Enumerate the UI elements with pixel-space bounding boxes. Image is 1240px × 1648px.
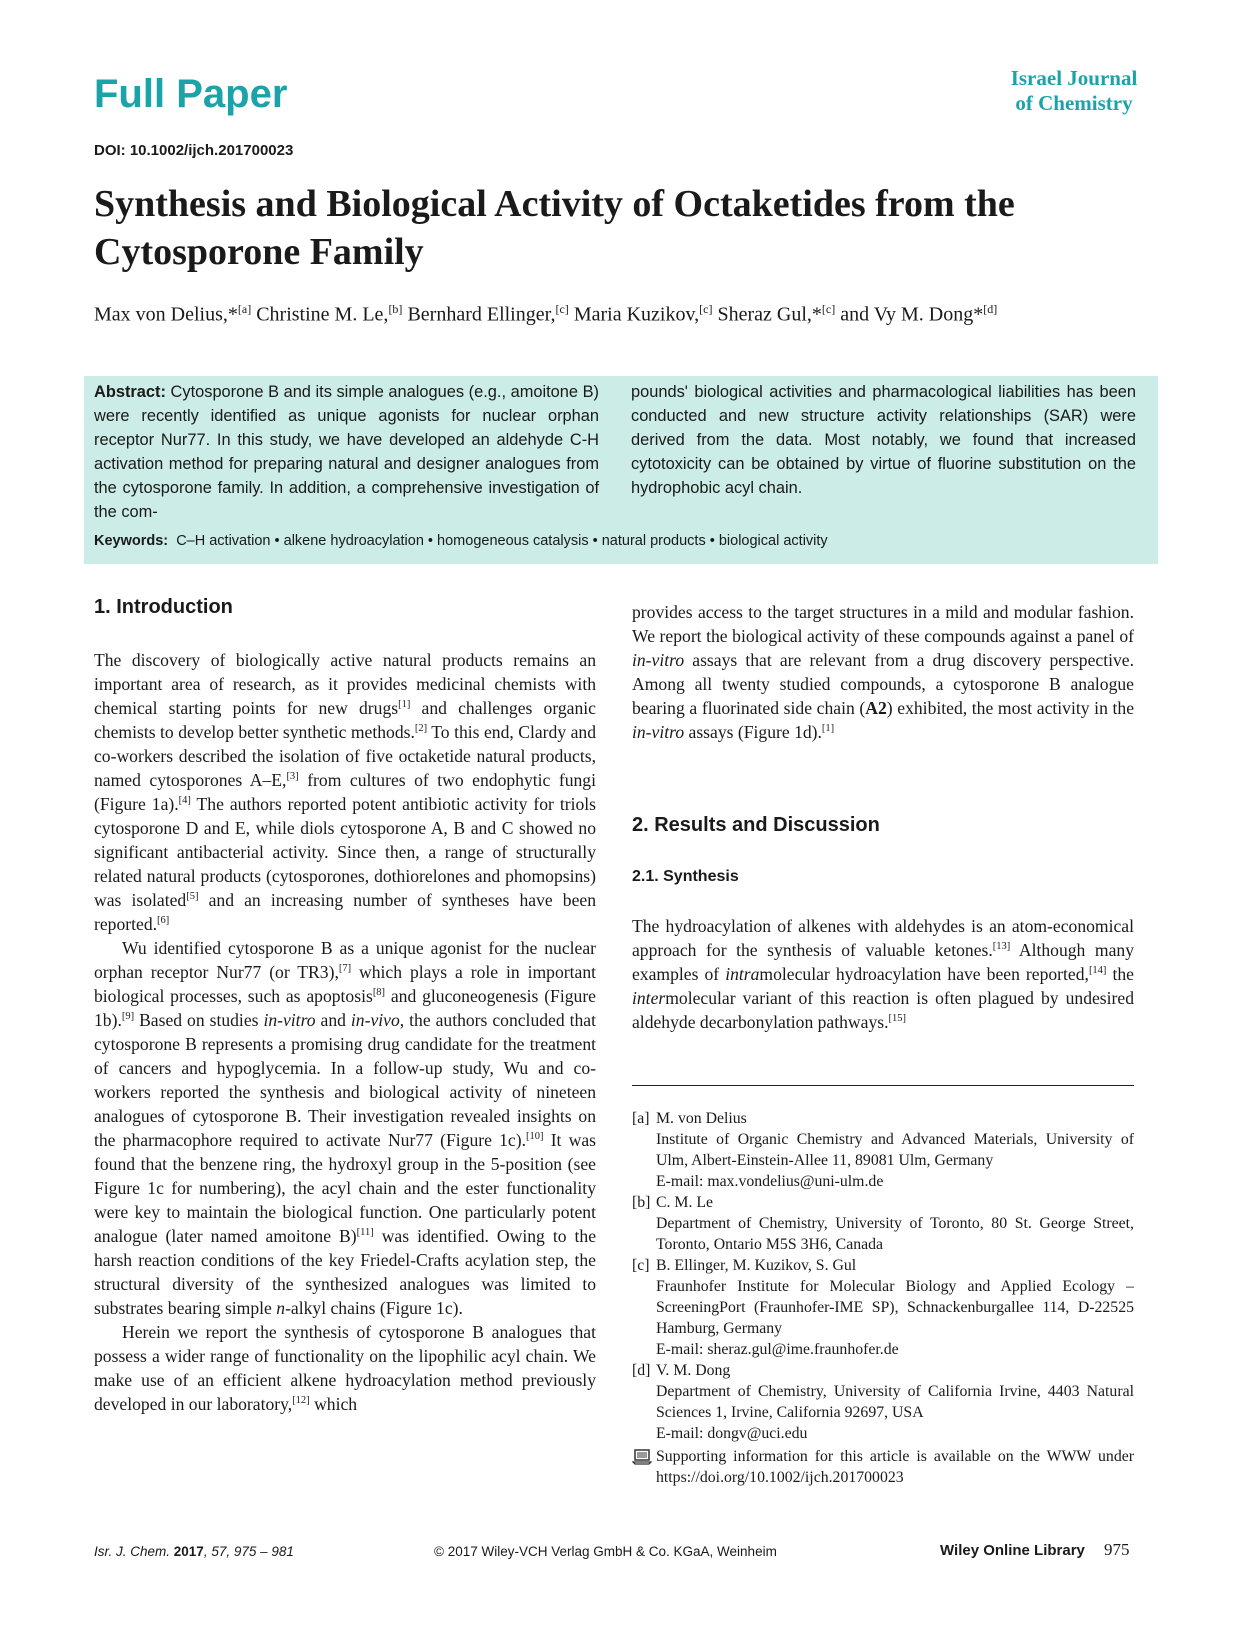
text-run: which plays a role in important biological processes, such as apoptosis [94, 962, 597, 1006]
citation-ref[interactable]: [15] [888, 1013, 906, 1025]
author-separator: and [835, 303, 874, 326]
intro-heading: 1. Introduction [94, 596, 233, 618]
synthesis-text [632, 914, 1134, 1034]
affiliation-block [632, 1255, 1134, 1360]
compound-label: A2 [865, 698, 887, 718]
keywords [94, 533, 828, 549]
text-run: and [315, 1010, 351, 1030]
affiliation-header [632, 1255, 1134, 1276]
title-line2: Cytosporone Family [94, 231, 424, 273]
author-affiliation-mark[interactable]: [c] [699, 302, 713, 316]
citation-ref[interactable]: [11] [356, 1227, 374, 1239]
text-run: and an increasing number of syntheses have been reported. [94, 890, 597, 934]
text-run: It was found that the benzene ring, the hydroxyl group in the 5-position (see Figure 1c for numbering), the acyl chain and the ester functionality were key to maintain the biological function. One particularly potent analogue (later named amoitone B) [94, 1130, 597, 1246]
footnote-divider [632, 1085, 1134, 1086]
text-run: The authors reported potent antibiotic activity for triols cytosporone D and E, while diols cytosporone A, B and C showed no significant antibacterial activity. Since then, a range of structurally related natural products (cytosporones, dothiorelones and phomopsins) was isolated [94, 794, 596, 910]
affiliation-block [632, 1108, 1134, 1192]
citation-ref[interactable]: [14] [1088, 965, 1107, 977]
affiliation-authors: C. M. Le [656, 1194, 714, 1211]
citation-ref[interactable]: [1] [398, 699, 411, 711]
author-affiliation-mark[interactable]: [a] [237, 302, 252, 316]
text-run: from cultures of two endophytic fungi (Figure 1a). [94, 770, 596, 814]
keyword: homogeneous catalysis [437, 533, 589, 549]
citation-ref[interactable]: [3] [286, 771, 299, 783]
citation-ref[interactable]: [7] [338, 963, 352, 975]
abstract-label: Abstract: [94, 383, 166, 401]
italic-text: intra [725, 964, 760, 984]
keyword-separator: • [270, 533, 284, 549]
italic-text: in-vitro [632, 722, 685, 742]
abstract-text-1: Cytosporone B and its simple analogues (e.g., amoitone B) were recently identified as unique agonists for nuclear orphan receptor Nur77. In this study, we have developed an aldehyde C-H activation method for preparing natural and designer analogues from the cytosporone family. In addition, a comprehensive investigation of the com- [94, 383, 599, 521]
citation-ref[interactable]: [5] [186, 891, 199, 903]
author-affiliation-mark[interactable]: [b] [388, 302, 403, 316]
text-run: provides access to the target structures in a mild and modular fashion. We report the biological activity of these compounds against a panel of [632, 602, 1134, 646]
citation-volume-pages: , 57, 975 – 981 [203, 1544, 294, 1559]
author-name: Christine M. Le, [256, 303, 389, 326]
citation-ref[interactable]: [2] [414, 723, 428, 735]
citation-ref[interactable]: [4] [178, 795, 191, 807]
affiliation-email[interactable]: E-mail: sheraz.gul@ime.fraunhofer.de [656, 1341, 899, 1358]
abstract-column-1 [94, 380, 599, 524]
italic-text: inter [632, 988, 666, 1008]
page-title [94, 180, 1144, 276]
text-run: The hydroacylation of alkenes with aldehydes is an atom-economical approach for the synthesis of valuable ketones. [632, 916, 1134, 960]
citation-ref[interactable]: [12] [292, 1395, 310, 1407]
text-run: which [309, 1394, 358, 1414]
affiliation-address: Department of Chemistry, University of Toronto, 80 St. George Street, Toronto, Ontario M5S 3H6, Canada [656, 1215, 1134, 1253]
author-name: Maria Kuzikov, [573, 303, 700, 326]
author-name: Vy M. Dong* [873, 303, 984, 326]
affiliation-header [632, 1192, 1134, 1213]
italic-text: in-vivo [350, 1010, 400, 1030]
keyword-separator: • [423, 533, 438, 549]
keyword-separator: • [705, 533, 719, 549]
abstract-text-2: pounds' biological activities and pharmacological liabilities has been conducted and new structure activity relationships (SAR) were derived from the data. Most notably, we found that increased cytotoxicity can be obtained by virtue of fluorine substitution on the hydrophobic acyl chain. [631, 383, 1136, 497]
affiliation-header [632, 1360, 1134, 1381]
affiliation-tag: [a] [632, 1110, 650, 1127]
journal-logo[interactable] [994, 66, 1154, 116]
text-run: Wu identified cytosporone B as a unique agonist for the nuclear orphan receptor Nur77 (or TR3), [94, 938, 596, 982]
author-name: Sheraz Gul,* [717, 303, 822, 326]
author-affiliation-mark[interactable]: [c] [555, 302, 569, 316]
text-run: ) exhibited, the most activity in the [886, 698, 1135, 718]
abstract-column-2 [631, 380, 1136, 500]
citation-ref[interactable]: [9] [121, 1011, 135, 1023]
page-number: 975 [1104, 1540, 1130, 1559]
journal-name-line1: Israel Journal [1010, 66, 1138, 90]
author-list [94, 296, 1154, 328]
synthesis-subheading: 2.1. Synthesis [632, 868, 739, 885]
synthesis-paragraph-1 [632, 914, 1134, 1034]
citation [94, 1544, 294, 1559]
affiliation-address: Fraunhofer Institute for Molecular Biology and Applied Ecology – ScreeningPort (Fraunhofer-IME SP), Schnackenburgallee 114, D-22525 Hamburg, Germany [656, 1278, 1134, 1337]
affiliation-tag: [c] [632, 1257, 650, 1274]
text-run: molecular variant of this reaction is often plagued by undesired aldehyde decarbonylation pathways. [632, 988, 1134, 1032]
italic-text: n [276, 1298, 286, 1318]
text-run: , the authors concluded that cytosporone B represents a promising drug candidate for the treatment of cancers and hypoglycemia. In a follow-up study, Wu and co-workers reported the synthesis and biological activity of nineteen analogues of cytosporone B. Their investigation revealed insights on the pharmacophore required to activate Nur77 (Figure 1c). [94, 1010, 596, 1150]
affiliation-tag: [d] [632, 1362, 651, 1379]
intro-paragraph-4 [632, 600, 1134, 744]
affiliation-email[interactable]: E-mail: dongv@uci.edu [656, 1425, 808, 1442]
intro-continuation [632, 600, 1134, 744]
affiliation-authors: M. von Delius [656, 1110, 747, 1127]
text-run: the [1106, 964, 1134, 984]
text-run: molecular hydroacylation have been reported, [759, 964, 1089, 984]
intro-paragraph-2 [94, 936, 596, 1320]
italic-text: in-vitro [632, 650, 685, 670]
intro-paragraph-1 [94, 648, 596, 936]
supporting-info[interactable] [632, 1446, 1134, 1488]
laptop-icon [632, 1446, 656, 1488]
text-run: The discovery of biologically active natural products remains an important area of research, as it provides medicinal chemists with chemical starting points for new drugs [94, 650, 596, 718]
citation-ref[interactable]: [13] [992, 941, 1011, 953]
wiley-online-library-link[interactable]: Wiley Online Library [940, 1542, 1085, 1559]
intro-paragraph-3 [94, 1320, 596, 1416]
citation-ref[interactable]: [8] [372, 987, 386, 999]
affiliation-address: Department of Chemistry, University of California Irvine, 4403 Natural Sciences 1, Irvine, California 92697, USA [656, 1383, 1134, 1421]
affiliation-header [632, 1108, 1134, 1129]
text-run: Based on studies [134, 1010, 264, 1030]
citation-ref[interactable]: [6] [157, 915, 170, 927]
text-run: assays (Figure 1d). [684, 722, 822, 742]
keywords-list [176, 533, 827, 549]
affiliation-authors: V. M. Dong [656, 1362, 731, 1379]
author-affiliation-mark[interactable]: [d] [983, 302, 998, 316]
section-label: Full Paper [94, 72, 288, 116]
supporting-info-text: Supporting information for this article is available on the WWW under https://doi.org/10.1002/ijch.201700023 [656, 1448, 1134, 1486]
text-run: and gluconeogenesis (Figure 1b). [94, 986, 596, 1030]
text-run: was identified. Owing to the harsh reaction conditions of the key Friedel-Crafts acylation step, the structural diversity of the synthesized analogues was limited to substrates bearing simple [94, 1226, 597, 1318]
italic-text: in-vitro [263, 1010, 316, 1030]
citation-year: 2017 [173, 1544, 204, 1559]
keyword-separator: • [588, 533, 602, 549]
journal-abbreviation: Isr. J. Chem. [94, 1544, 171, 1559]
text-run: and challenges organic chemists to develop better synthetic methods. [94, 698, 596, 742]
citation-ref[interactable]: [1] [821, 723, 835, 735]
copyright: © 2017 Wiley-VCH Verlag GmbH & Co. KGaA, Weinheim [434, 1544, 777, 1559]
affiliation-authors: B. Ellinger, M. Kuzikov, S. Gul [656, 1257, 857, 1274]
affiliation-block [632, 1360, 1134, 1444]
text-run: Although many examples of [632, 940, 1134, 984]
keywords-label: Keywords: [94, 533, 169, 549]
citation-ref[interactable]: [10] [525, 1131, 544, 1143]
author-name: Bernhard Ellinger, [407, 303, 556, 326]
text-run: Herein we report the synthesis of cytosporone B analogues that possess a wider range of functionality on the lipophilic acyl chain. We make use of an efficient alkene hydroacylation method previously developed in our laboratory, [94, 1322, 596, 1414]
title-line1: Synthesis and Biological Activity of Octaketides from the [94, 183, 1015, 225]
text-run: To this end, Clardy and co-workers described the isolation of five octaketide natural products, named cytosporones A–E, [94, 722, 596, 790]
text-run: assays that are relevant from a drug discovery perspective. Among all twenty studied compounds, a cytosporone B analogue bearing a fluorinated side chain ( [632, 650, 1134, 718]
author-affiliation-mark[interactable]: [c] [821, 302, 836, 316]
affiliation-email[interactable]: E-mail: max.vondelius@uni-ulm.de [656, 1173, 884, 1190]
author-name: Max von Delius,* [94, 303, 238, 326]
affiliations [632, 1108, 1134, 1488]
results-heading: 2. Results and Discussion [632, 814, 880, 836]
text-run: -alkyl chains (Figure 1c). [285, 1298, 463, 1318]
journal-name-line2: of Chemistry [1015, 91, 1133, 115]
keyword: natural products [601, 533, 706, 549]
affiliation-tag: [b] [632, 1194, 651, 1211]
intro-text [94, 648, 596, 1416]
affiliation-block [632, 1192, 1134, 1255]
affiliation-address: Institute of Organic Chemistry and Advanced Materials, University of Ulm, Albert-Einstein-Allee 11, 89081 Ulm, Germany [656, 1131, 1134, 1169]
keyword: alkene hydroacylation [283, 533, 424, 549]
keyword: C–H activation [176, 533, 271, 549]
keyword: biological activity [718, 533, 828, 549]
doi[interactable]: DOI: 10.1002/ijch.201700023 [94, 142, 294, 159]
